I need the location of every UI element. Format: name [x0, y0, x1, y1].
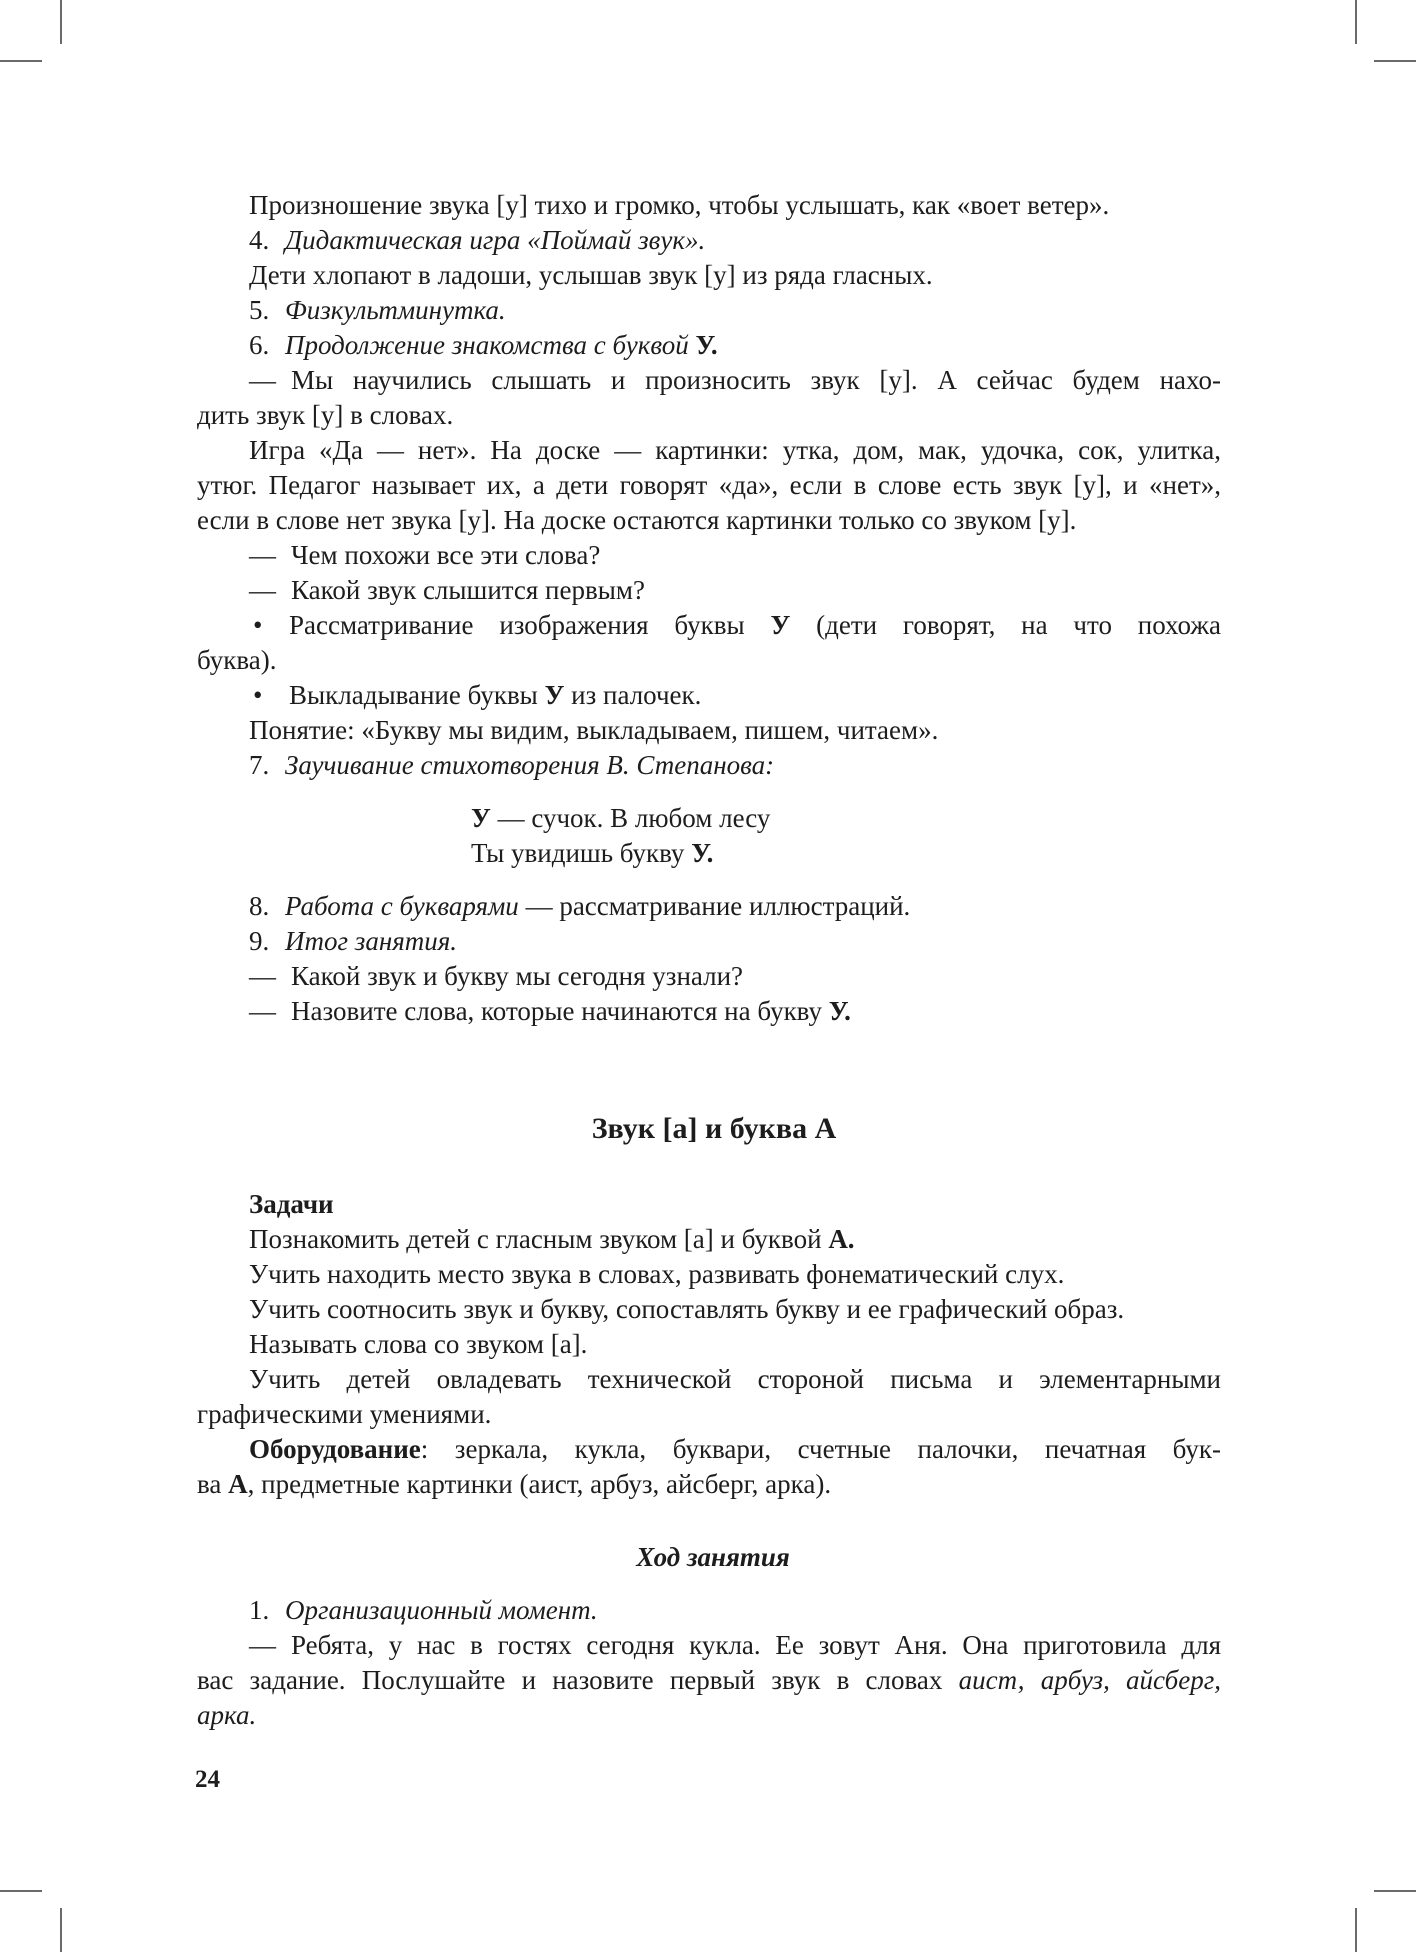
- bold-letter: У.: [695, 330, 718, 360]
- crop-mark-top-right-v: [1355, 0, 1357, 44]
- question-3: [197, 959, 1221, 994]
- item-number: 7.: [249, 750, 270, 780]
- bullet-1: [197, 608, 1221, 643]
- bullet-icon: •: [253, 610, 263, 640]
- item-4: [197, 223, 1221, 258]
- bold-letter: У: [770, 610, 791, 640]
- paragraph-text: утюг. Педагог называет их, а дети говорят «да», если в слове есть звук [у], и «нет»,: [197, 470, 1221, 500]
- poem-text: — сучок. В любом лесу: [497, 803, 771, 833]
- speech-italic: арка.: [197, 1700, 257, 1730]
- speech-text: дить звук [у] в словах.: [197, 400, 454, 430]
- paragraph-text: если в слове нет звука [у]. На доске остаются картинки только со звуком [у].: [197, 505, 1077, 535]
- bullet-text: буква).: [197, 645, 277, 675]
- bullet-text: Рассматривание изображения буквы: [289, 610, 745, 640]
- crop-mark-bottom-left-v: [60, 1908, 62, 1952]
- intro-line: [197, 188, 1221, 223]
- poem-line-2: [197, 836, 1221, 871]
- concept-line: [197, 713, 1221, 748]
- item-number: 9.: [249, 926, 270, 956]
- dash: —: [249, 1630, 276, 1660]
- task-1: [197, 1222, 1221, 1257]
- bullet-icon: •: [253, 680, 263, 710]
- crop-mark-bottom-left-h: [0, 1890, 42, 1892]
- item-number: 8.: [249, 891, 270, 921]
- question-2: [197, 573, 1221, 608]
- intro-text: Произношение звука [у] тихо и громко, чтобы услышать, как «воет ветер».: [249, 190, 1110, 220]
- question-1: [197, 538, 1221, 573]
- item-title: Физкультминутка.: [285, 295, 506, 325]
- speech-italic: аист, арбуз, айсберг,: [958, 1665, 1221, 1695]
- equipment-text: : зеркала, кукла, буквари, счетные палочки, печатная бук-: [420, 1434, 1221, 1464]
- item-9: [197, 924, 1221, 959]
- game-line-3: [197, 503, 1221, 538]
- crop-mark-top-left-h: [0, 60, 42, 62]
- speech-text: Ребята, у нас в гостях сегодня кукла. Ее зовут Аня. Она приготовила для: [291, 1630, 1221, 1660]
- item-8: [197, 889, 1221, 924]
- task-4: [197, 1327, 1221, 1362]
- speech-line: [197, 363, 1221, 398]
- dash: —: [249, 540, 276, 570]
- question-text: Чем похожи все эти слова?: [291, 540, 601, 570]
- equipment-line: [197, 1432, 1221, 1467]
- task-5: [197, 1362, 1221, 1397]
- paragraph-text: Дети хлопают в ладоши, услышав звук [у] из ряда гласных.: [249, 260, 933, 290]
- poem-line-1: [197, 801, 1221, 836]
- question-text: Какой звук и букву мы сегодня узнали?: [291, 961, 744, 991]
- equipment-text: ва: [197, 1469, 222, 1499]
- item-title: Организационный момент.: [285, 1595, 598, 1625]
- task-text: графическими умениями.: [197, 1399, 492, 1429]
- section-heading: Звук [а] и буква А: [591, 1112, 837, 1145]
- bold-letter: У: [471, 803, 491, 833]
- crop-mark-bottom-right-v: [1355, 1908, 1357, 1952]
- bullet-1-cont: [197, 643, 1221, 678]
- bullet-2: [197, 678, 1221, 713]
- equipment-label: Оборудование: [249, 1434, 421, 1464]
- item-number: 6.: [249, 330, 270, 360]
- item-number: 5.: [249, 295, 270, 325]
- task-5-cont: [197, 1397, 1221, 1432]
- bold-letter: А.: [828, 1224, 855, 1254]
- crop-mark-top-left-v: [60, 0, 62, 44]
- item-number: 4.: [249, 225, 270, 255]
- task-text: Называть слова со звуком [а].: [249, 1329, 588, 1359]
- equipment-line-cont: [197, 1467, 1221, 1502]
- task-text: Учить соотносить звук и букву, сопоставлять букву и ее графический образ.: [249, 1294, 1125, 1324]
- item-title: Дидактическая игра «Поймай звук».: [285, 225, 706, 255]
- crop-mark-bottom-right-h: [1374, 1890, 1416, 1892]
- bold-letter: У: [544, 680, 565, 710]
- course-speech-1: [197, 1628, 1221, 1663]
- bullet-text: (дети говорят, на что похожа: [816, 610, 1221, 640]
- course-speech-3: [197, 1698, 1221, 1733]
- course-speech-2: [197, 1663, 1221, 1698]
- dash: —: [249, 365, 276, 395]
- bold-letter: А: [228, 1469, 248, 1499]
- item-title: Продолжение знакомства с буквой: [285, 330, 689, 360]
- game-line-1: [197, 433, 1221, 468]
- page-number: 24: [195, 1766, 220, 1793]
- item-text: — рассматривание иллюстраций.: [525, 891, 911, 921]
- bullet-text: Выкладывание буквы: [289, 680, 538, 710]
- task-3: [197, 1292, 1221, 1327]
- bold-letter: У.: [828, 996, 851, 1026]
- speech-text: вас задание. Послушайте и назовите первый звук в словах: [197, 1665, 943, 1695]
- speech-line-cont: [197, 398, 1221, 433]
- task-text: Познакомить детей с гласным звуком [а] и буквой: [249, 1224, 822, 1254]
- item-title: Работа с букварями: [285, 891, 519, 921]
- item-7: [197, 748, 1221, 783]
- item-title: Итог занятия.: [285, 926, 458, 956]
- speech-text: Мы научились слышать и произносить звук [у]. А сейчас будем нахо-: [291, 365, 1221, 395]
- question-text: Какой звук слышится первым?: [291, 575, 645, 605]
- task-text: Учить находить место звука в словах, развивать фонематический слух.: [249, 1259, 1065, 1289]
- dash: —: [249, 996, 276, 1026]
- paragraph-text: Понятие: «Букву мы видим, выкладываем, пишем, читаем».: [249, 715, 939, 745]
- question-text: Назовите слова, которые начинаются на букву: [291, 996, 823, 1026]
- bold-letter: У.: [691, 838, 714, 868]
- game-line-2: [197, 468, 1221, 503]
- poem-text: Ты увидишь букву: [471, 838, 685, 868]
- course-title: Ход занятия: [636, 1542, 790, 1572]
- question-4: [197, 994, 1221, 1029]
- equipment-text: , предметные картинки (аист, арбуз, айсберг, арка).: [247, 1469, 832, 1499]
- paragraph-text: Игра «Да — нет». На доске — картинки: утка, дом, мак, удочка, сок, улитка,: [249, 435, 1221, 465]
- course-item-1: [197, 1593, 1221, 1628]
- crop-mark-top-right-h: [1374, 60, 1416, 62]
- task-2: [197, 1257, 1221, 1292]
- tasks-title: Задачи: [249, 1189, 334, 1219]
- item-5: [197, 293, 1221, 328]
- task-text: Учить детей овладевать технической стороной письма и элементарными: [249, 1364, 1221, 1394]
- item-title: Заучивание стихотворения В. Степанова:: [285, 750, 775, 780]
- dash: —: [249, 961, 276, 991]
- page-body: [197, 188, 1221, 1733]
- item-number: 1.: [249, 1595, 270, 1625]
- item-4-body: [197, 258, 1221, 293]
- dash: —: [249, 575, 276, 605]
- item-6: [197, 328, 1221, 363]
- bullet-text: из палочек.: [571, 680, 702, 710]
